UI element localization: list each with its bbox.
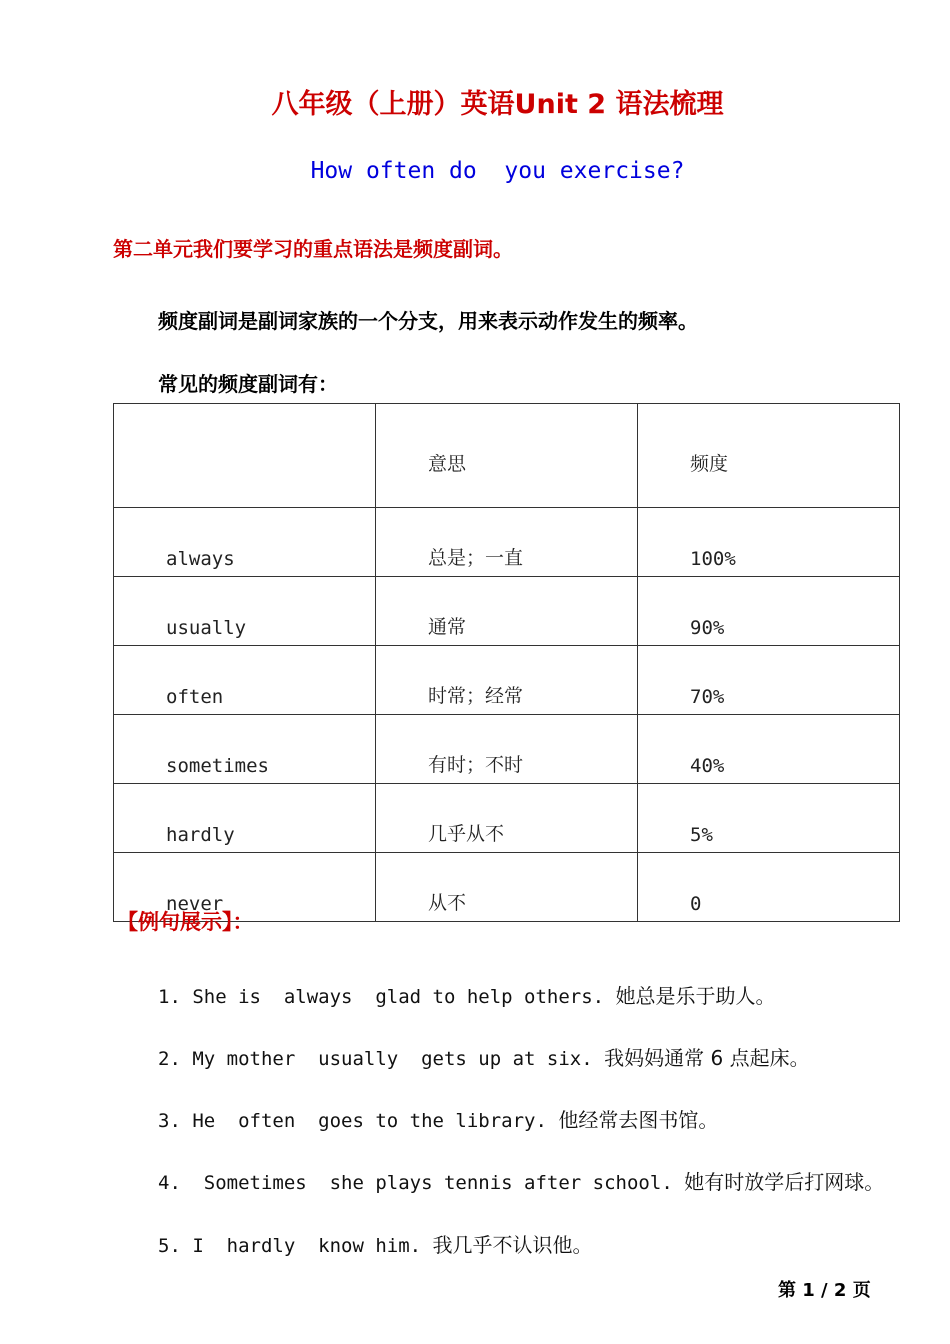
example-sentence: [158, 1042, 810, 1071]
table-header-cell: 频度: [638, 404, 900, 508]
meaning-cell: 总是；一直: [376, 508, 638, 577]
example-sentence: [158, 1166, 884, 1195]
adverb-cell: never: [114, 853, 376, 922]
table-header-row: [114, 404, 900, 508]
frequency-cell: 90%: [638, 577, 900, 646]
example-chinese: 她总是乐于助人。: [615, 984, 776, 1008]
example-chinese: 他经常去图书馆。: [558, 1108, 719, 1132]
table-header-cell: 意思: [376, 404, 638, 508]
adverb-cell: often: [114, 646, 376, 715]
example-english: 1. She is always glad to help others.: [158, 986, 616, 1008]
table-row: [114, 715, 900, 784]
example-sentence: [158, 1104, 718, 1133]
meaning-cell: 有时；不时: [376, 715, 638, 784]
frequency-cell: 100%: [638, 508, 900, 577]
frequency-cell: 5%: [638, 784, 900, 853]
meaning-cell: 通常: [376, 577, 638, 646]
example-english: 4. Sometimes she plays tennis after school.: [158, 1172, 685, 1194]
example-chinese: 我几乎不认识他。: [432, 1233, 593, 1257]
example-english: 5. I hardly know him.: [158, 1235, 433, 1257]
example-sentence: [158, 1229, 593, 1258]
definition-paragraph: 频度副词是副词家族的一个分支，用来表示动作发生的频率。: [158, 309, 698, 333]
example-chinese: 我妈妈通常 6 点起床。: [604, 1046, 810, 1070]
table-row: [114, 646, 900, 715]
adverb-cell: usually: [114, 577, 376, 646]
list-lead-paragraph: 常见的频度副词有：: [158, 372, 338, 396]
frequency-adverb-table: [113, 403, 900, 922]
document-subtitle: How often do you exercise?: [310, 158, 685, 184]
meaning-cell: 从不: [376, 853, 638, 922]
example-sentence: [158, 980, 776, 1009]
table-row: [114, 508, 900, 577]
frequency-cell: 40%: [638, 715, 900, 784]
example-chinese: 她有时放学后打网球。: [684, 1170, 885, 1194]
table-row: [114, 784, 900, 853]
example-english: 2. My mother usually gets up at six.: [158, 1048, 605, 1070]
intro-text: 第二单元我们要学习的重点语法是频度副词。: [113, 237, 513, 261]
frequency-cell: 0: [638, 853, 900, 922]
frequency-cell: 70%: [638, 646, 900, 715]
table-header-cell: [114, 404, 376, 508]
meaning-cell: 时常；经常: [376, 646, 638, 715]
document-title: 八年级（上册）英语Unit 2 语法梳理: [271, 89, 724, 120]
page-indicator: 第 1 / 2 页: [778, 1280, 871, 1301]
meaning-cell: 几乎从不: [376, 784, 638, 853]
table-row: [114, 577, 900, 646]
example-english: 3. He often goes to the library.: [158, 1110, 559, 1132]
adverb-cell: hardly: [114, 784, 376, 853]
examples-heading: 【例句展示】：: [117, 910, 254, 934]
adverb-cell: always: [114, 508, 376, 577]
adverb-cell: sometimes: [114, 715, 376, 784]
